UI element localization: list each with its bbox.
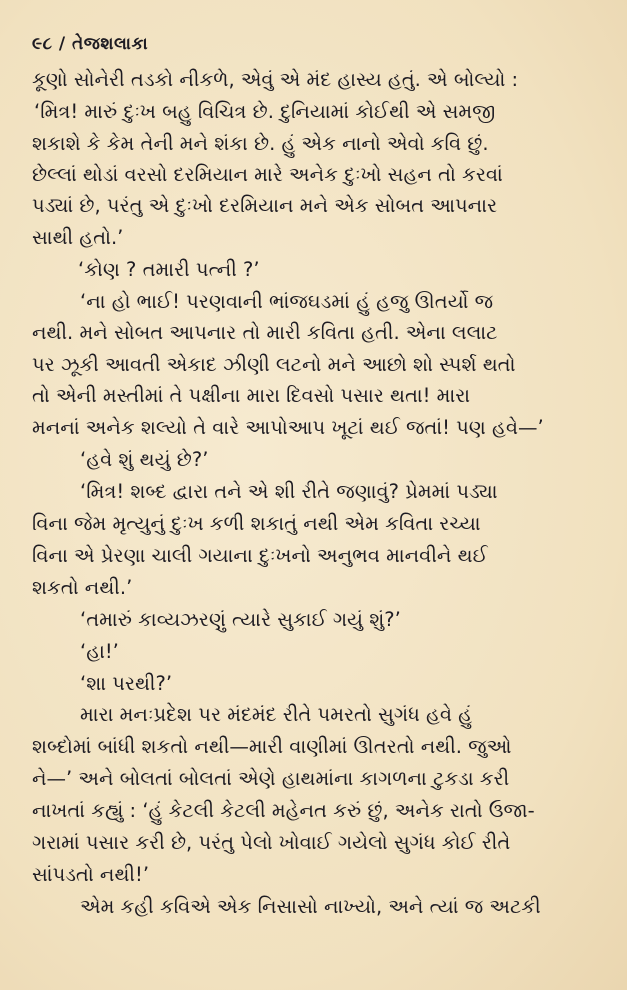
text-line: મનનાં અનેક શલ્યો તે વારે આપોઆપ ખૂટાં થઈ જતાં! પણ હવે—’ <box>32 416 544 439</box>
text-line: શકાશે કે કેમ તેની મને શંકા છે. હું એક નાનો એવો કવિ છું. <box>32 132 489 155</box>
text-line: ‘હા!’ <box>80 640 119 663</box>
page-number: ૯૮ <box>32 34 53 54</box>
text-line: ‘શા પરથી?’ <box>80 672 173 695</box>
text-line: શબ્દોમાં બાંધી શકતો નથી—મારી વાણીમાં ઊતરતો નથી. જુઓ <box>32 735 512 758</box>
text-line: ‘મિત્ર! શબ્દ દ્વારા તને એ શી રીતે જણાવું? પ્રેમમાં પડ્યા <box>80 480 498 503</box>
text-line: નાખતાં કહ્યું : ‘હું કેટલી કેટલી મહેનત કરું છું, અનેક રાતો ઉજા- <box>32 799 535 822</box>
text-line: ‘હવે શું થયું છે?’ <box>80 448 209 471</box>
text-line: વિના જેમ મૃત્યુનું દુઃખ કળી શકાતું નથી એમ કવિતા રચ્યા <box>32 512 481 535</box>
text-line: એમ કહી કવિએ એક નિસાસો નાખ્યો, અને ત્યાં જ અટકી <box>80 895 541 918</box>
text-line: સાંપડતો નથી!’ <box>32 863 150 886</box>
text-line: પડ્યાં છે, પરંતુ એ દુઃખો દરમિયાન મને એક સોબત આપનાર <box>32 194 498 217</box>
page-header <box>32 34 148 54</box>
text-line: વિના એ પ્રેરણા ચાલી ગયાના દુઃખનો અનુભવ માનવીને થઈ <box>32 544 488 567</box>
text-line: ‘મિત્ર! મારું દુઃખ બહુ વિચિત્ર છે. દુનિયામાં કોઈથી એ સમજી <box>34 100 496 123</box>
book-title: તેજશલાકા <box>71 34 149 54</box>
text-line: તો એની મસ્તીમાં તે પક્ષીના મારા દિવસો પસાર થતા! મારા <box>32 384 471 407</box>
text-line: ‘કોણ ? તમારી પત્ની ?’ <box>78 258 260 281</box>
text-line: ને—’ અને બોલતાં બોલતાં એણે હાથમાંના કાગળના ટુકડા કરી <box>32 767 510 790</box>
text-line: કૂણો સોનેરી તડકો નીકળે, એવું એ મંદ હાસ્ય હતું. એ બોલ્યો : <box>32 68 519 91</box>
text-line: સાથી હતો.’ <box>32 226 124 249</box>
text-line: નથી. મને સોબત આપનાર તો મારી કવિતા હતી. એના લલાટ <box>32 321 498 344</box>
text-line: મારા મનઃપ્રદેશ પર મંદમંદ રીતે પમરતો સુગંધ હવે હું <box>80 703 473 726</box>
text-line: ‘ના હો ભાઈ! પરણવાની ભાંજઘડમાં હું હજુ ઊતર્યો જ <box>80 290 494 313</box>
text-line: ગરામાં પસાર કરી છે, પરંતુ પેલો ખોવાઈ ગયેલો સુગંધ કોઈ રીતે <box>32 831 511 854</box>
header-separator: / <box>58 34 66 54</box>
text-line: ‘તમારું કાવ્યઝરણું ત્યારે સુકાઈ ગયું શું?’ <box>80 608 401 631</box>
text-line: છેલ્લાં થોડાં વરસો દરમિયાન મારે અનેક દુઃખો સહન તો કરવાં <box>32 163 503 186</box>
text-line: શકતો નથી.’ <box>32 576 133 599</box>
text-line: પર ઝૂકી આવતી એકાદ ઝીણી લટનો મને આછો શો સ્પર્શ થતો <box>32 353 516 376</box>
